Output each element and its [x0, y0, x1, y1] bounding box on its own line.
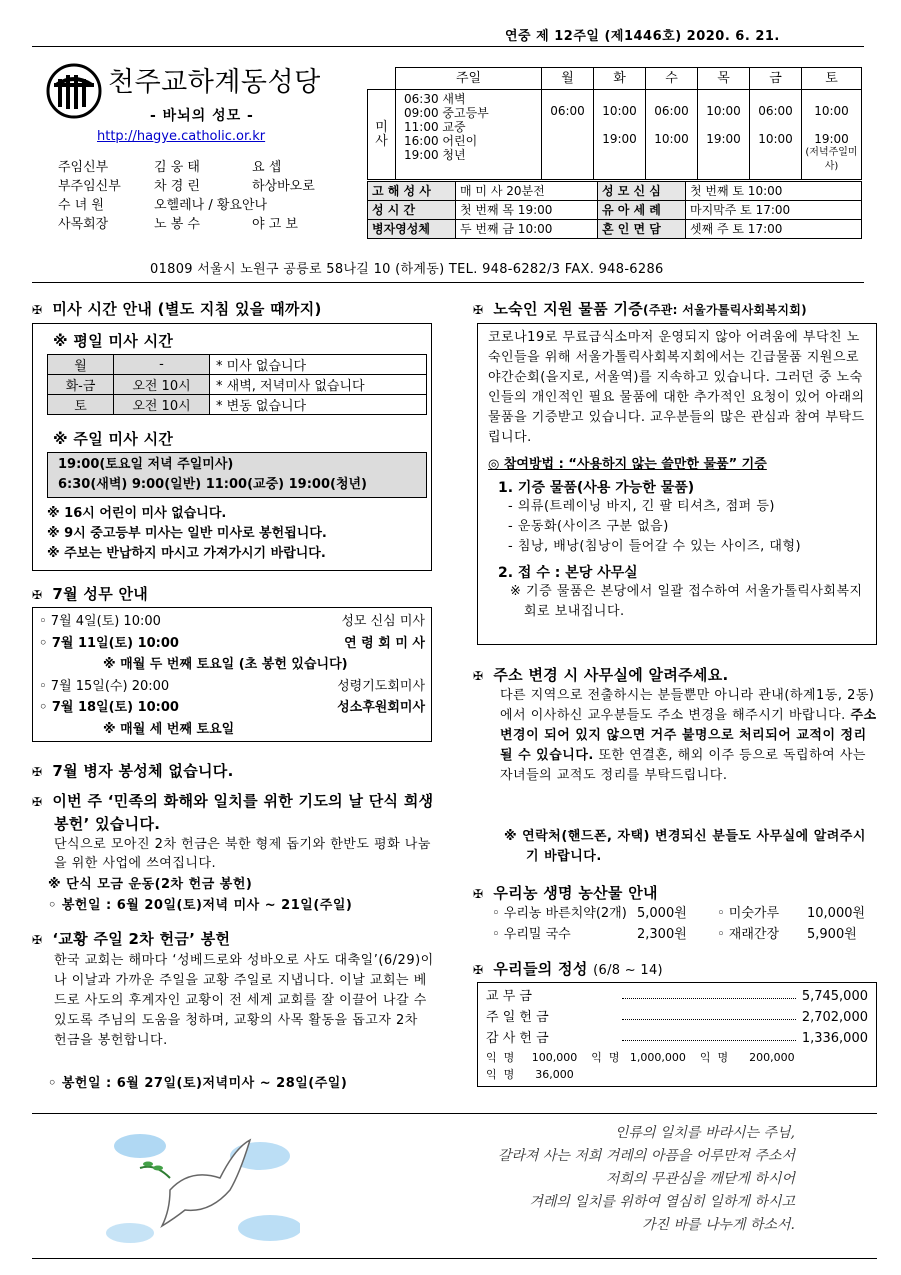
homeless-list-item: - 침낭, 배낭(침낭이 들어갈 수 있는 사이즈, 대형): [508, 539, 802, 554]
staff-saint: 야 고 보: [252, 217, 298, 232]
staff-person: 오헬레나 / 황요안나: [154, 198, 268, 213]
sunday-times: 06:30 새벽 09:00 중고등부 11:00 교중 16:00 어린이 19:00 청년: [396, 90, 542, 180]
prayer-line: 갈라져 사는 저희 겨레의 아픔을 어루만져 주소서: [497, 1148, 795, 1164]
offering-heading: [473, 958, 663, 979]
homeless-method: ◎ 참여방법 : “사용하지 않는 쓸만한 물품” 기증: [488, 457, 767, 472]
homeless-item-title: 1. 기증 물품(사용 가능한 물품): [498, 480, 695, 496]
prayer-line: 인류의 일치를 바라시는 주님,: [614, 1125, 795, 1141]
weekday-title: ※ 평일 미사 시간: [53, 332, 174, 350]
day-header: 주일: [396, 68, 542, 90]
heading-text: 주소 변경 시 사무실에 알려주세요.: [493, 666, 729, 684]
offering-period: (6/8 ~ 14): [593, 963, 663, 978]
cross-icon: ✠: [473, 669, 484, 683]
cross-icon: ✠: [473, 887, 484, 901]
july-event: 성모 신심 미사: [341, 614, 425, 629]
staff-role: 주임신부: [58, 160, 109, 175]
sched-value: 마지막주 토 17:00: [686, 201, 862, 220]
product-name: ◦ 재래간장: [717, 927, 780, 942]
reconciliation-body: 단식으로 모아진 2차 헌금은 북한 형제 돕기와 한반도 평화 나눔을 위한 사업에 쓰여집니다.: [54, 837, 431, 871]
thu-times: 10:00 19:00: [698, 90, 750, 180]
prayer-line: 저희의 무관심을 깨닫게 하시어: [605, 1171, 795, 1187]
product-price: 5,900원: [807, 927, 857, 942]
weekday-note: * 미사 없습니다: [210, 355, 427, 375]
july-event: 성소후원회미사: [337, 700, 425, 715]
july-heading: [32, 583, 148, 604]
staff-person: 차 경 린: [154, 179, 200, 194]
parish-logo: [46, 63, 102, 119]
farm-row: [492, 903, 865, 924]
homeless-body: 코로나19로 무료급식소마저 운영되지 않아 어려움에 부닥친 노숙인들을 위해 서울가톨릭사회복지회에서는 긴급물품 지원으로 야간순회(을지로, 서울역)를 지속하고 있습니다. 그러던 중 노숙인들의 개인적인 필요 물품에 대한 추가적인 요청이 있어 아래의 물품을 기증받고 있습니다. 교우분들의 많은 관심과 참여 부탁드립니다.: [488, 330, 865, 445]
mass-notice-box: [32, 323, 432, 571]
july-item: [39, 611, 425, 633]
offering-row: [486, 986, 868, 1007]
issue-line: 연중 제 12주일 (제1446호) 2020. 6. 21.: [505, 29, 780, 44]
body-bold-text: 주소 변경이 되어 있지 않으면 거주 불명으로 처리되어 교적이 정리될 수 있습니다.: [500, 708, 877, 763]
july-event: 성령기도회미사: [337, 678, 425, 694]
staff-person: 노 봉 수: [154, 217, 200, 232]
mass-schedule-table: [367, 67, 862, 180]
heading-text: 우리농 생명 농산물 안내: [493, 884, 658, 902]
sched-label: 성 시 간: [368, 201, 456, 220]
sunday-title: ※ 주일 미사 시간: [53, 430, 174, 448]
july-note: ※ 매월 세 번째 토요일: [103, 721, 235, 737]
heading-text: 이번 주 ‘민족의 화해와 일치를 위한 기도의 날 단식 희생 봉헌’ 있습니다.: [52, 792, 434, 833]
offering-amount: 5,745,000: [801, 989, 868, 1004]
cross-icon: ✠: [32, 933, 43, 947]
sched-label: 병자영성체: [368, 220, 456, 239]
weekday-row: [48, 355, 427, 375]
product-name: ◦ 미숫가루: [717, 906, 780, 921]
weekday-note: * 변동 없습니다: [210, 395, 427, 415]
note-line: ※ 주보는 반납하지 마시고 가져가시기 바랍니다.: [47, 546, 326, 561]
weekday-time: -: [114, 355, 210, 375]
sched-value: 두 번째 금 10:00: [456, 220, 598, 239]
homeless-list-item: - 의류(트레이닝 바지, 긴 팔 티셔츠, 점퍼 등): [508, 499, 775, 514]
wed-times: 06:00 10:00: [646, 90, 698, 180]
july-event: 연 령 회 미 사: [344, 635, 425, 651]
homeless-list: [488, 497, 866, 557]
offering-row: [486, 1028, 868, 1049]
divider: [32, 1258, 877, 1259]
july-date: ◦ 7월 11일(토) 10:00: [39, 635, 179, 651]
day-header: 화: [594, 68, 646, 90]
prayer-block: [370, 1122, 795, 1237]
mass-notes: [47, 504, 327, 564]
product-name: ◦ 우리밀 국수: [492, 927, 571, 942]
pope-body: 한국 교회는 해마다 ‘성베드로와 성바오로 사도 대축일’(6/29)이나 이날과 가까운 주일을 교황 주일로 지냅니다. 이날 교회는 베드로 사도의 후계자인 교황이 전 세계 교회를 잘 이끌어 나갈 수 있도록 주님의 도움을 청하며, 교황의 사목 활동을 돕고자 2차 헌금을 봉헌합니다.: [54, 953, 434, 1048]
sat-note: (저녁주일미사): [805, 147, 858, 172]
weekday-time: 오전 10시: [114, 395, 210, 415]
dove-icon: [100, 1118, 300, 1248]
divider: [32, 282, 864, 283]
sunday-line: 6:30(새벽) 9:00(일반) 11:00(교중) 19:00(청년): [58, 477, 368, 492]
sched-row: [368, 220, 862, 239]
weekday-day: 화-금: [48, 375, 114, 395]
homeless-list-item: - 운동화(사이즈 구분 없음): [508, 519, 669, 534]
product-price: 2,300원: [637, 927, 687, 942]
weekday-row: [48, 395, 427, 415]
weekday-table: [47, 354, 427, 415]
july-item: [39, 633, 425, 655]
july-date: ◦ 7월 4일(토) 10:00: [39, 614, 161, 629]
patron-subtitle: - 바뇌의 성모 -: [150, 108, 254, 124]
address-change-body: [500, 686, 878, 786]
sched-label: 혼 인 면 담: [598, 220, 686, 239]
cross-icon: ✠: [473, 303, 484, 317]
july-note: ※ 매월 두 번째 토요일 (초 봉헌 있습니다): [103, 657, 348, 672]
staff-saint: 요 셉: [252, 160, 282, 175]
address-change-heading: [473, 664, 729, 685]
heading-text: 7월 성무 안내: [52, 585, 149, 603]
july-item: [39, 676, 425, 698]
sacrament-schedule: [367, 181, 862, 239]
reconciliation-date: ◦ 봉헌일 : 6월 20일(토)저녁 미사 ~ 21일(주일): [48, 898, 353, 913]
cross-icon: ✠: [32, 795, 43, 809]
mass-side-label: 미 사: [368, 90, 396, 180]
prayer-line: 겨레의 일치를 위하여 열심히 일하게 하시고: [529, 1194, 795, 1210]
farm-products: [492, 903, 865, 945]
staff-list: [58, 158, 340, 234]
pope-date: ◦ 봉헌일 : 6월 27일(토)저녁미사 ~ 28일(주일): [48, 1076, 348, 1091]
staff-row: [58, 177, 340, 196]
body-text: 다른 지역으로 전출하시는 분들뿐만 아니라 관내(하계1동, 2동)에서 이사하신 교우분들도 주소 변경을 해주시기 바랍니다.: [500, 688, 875, 723]
day-header: 토: [802, 68, 862, 90]
day-header: 수: [646, 68, 698, 90]
sched-label: 성 모 신 심: [598, 182, 686, 201]
farm-row: [492, 924, 865, 945]
pope-heading: [32, 928, 230, 949]
cross-icon: ✠: [473, 963, 484, 977]
july-date: ◦ 7월 15일(수) 20:00: [39, 678, 170, 694]
parish-name: 천주교하계동성당: [108, 67, 321, 98]
sat-time-values: 10:00 19:00: [814, 104, 849, 146]
heading-text: ‘교황 주일 2차 헌금’ 봉헌: [52, 930, 231, 948]
anonymous-offerings: 익 명 100,000 익 명 1,000,000 익 명 200,000: [486, 1051, 795, 1064]
day-header: 목: [698, 68, 750, 90]
offering-label: 주 일 헌 금: [486, 1010, 549, 1025]
day-header: 금: [750, 68, 802, 90]
sunday-times-box: [47, 452, 427, 498]
heading-text: 노숙인 지원 물품 기증: [493, 300, 644, 318]
farm-heading: [473, 882, 658, 903]
homeless-note: ※ 기증 물품은 본당에서 일괄 접수하여 서울가톨릭사회복지회로 보내집니다.: [510, 584, 863, 619]
product-price: 5,000원: [637, 906, 687, 921]
offering-amount: 1,336,000: [801, 1031, 868, 1046]
sched-label: 고 해 성 사: [368, 182, 456, 201]
sched-row: [368, 182, 862, 201]
offering-label: 교 무 금: [486, 989, 532, 1004]
body-text: 또한 연결혼, 해외 이주 등으로 독립하여 사는 자녀들의 교적도 정리를 부탁드립니다.: [500, 748, 866, 783]
fri-times: 06:00 10:00: [750, 90, 802, 180]
product-name: ◦ 우리농 바른치약(2개): [492, 906, 627, 921]
note-line: ※ 16시 어린이 미사 없습니다.: [47, 506, 227, 521]
offering-box: [477, 982, 877, 1087]
heading-text: 우리들의 정성: [493, 960, 588, 978]
july-date: ◦ 7월 18일(토) 10:00: [39, 700, 179, 715]
staff-person: 김 웅 태: [154, 160, 200, 175]
cross-icon: ✠: [32, 303, 43, 317]
offering-row: [486, 1007, 868, 1028]
staff-role: 사목회장: [58, 217, 109, 232]
host-text: (주관: 서울가톨릭사회복지회): [643, 303, 807, 317]
homeless-item-title: 2. 접 수 : 본당 사무실: [498, 565, 638, 581]
divider: [32, 46, 864, 47]
sched-value: 첫 번째 토 10:00: [686, 182, 862, 201]
july-item: [39, 697, 425, 719]
prayer-line: 가진 바를 나누게 하소서.: [641, 1217, 795, 1233]
sched-label: 유 아 세 례: [598, 201, 686, 220]
parish-address: 01809 서울시 노원구 공릉로 58나길 10 (하계동) TEL. 948-6282/3 FAX. 948-6286: [150, 262, 664, 277]
address-change-note: ※ 연락처(핸드폰, 자택) 변경되신 분들도 사무실에 알려주시기 바랍니다.: [504, 829, 866, 864]
heading-text: 7월 병자 봉성체 없습니다.: [52, 762, 234, 780]
reconciliation-sub: ※ 단식 모금 운동(2차 헌금 봉헌): [48, 877, 253, 892]
day-header: 월: [542, 68, 594, 90]
sunday-line: 19:00(토요일 저녁 주일미사): [58, 457, 234, 472]
divider: [32, 1113, 877, 1114]
sched-value: 첫 번째 목 19:00: [456, 201, 598, 220]
note-line: ※ 9시 중고등부 미사는 일반 미사로 봉헌됩니다.: [47, 526, 327, 541]
sick-heading: [32, 760, 234, 781]
staff-row: [58, 215, 340, 234]
homeless-heading: [473, 298, 807, 319]
sched-value: 매 미 사 20분전: [456, 182, 598, 201]
weekday-time: 오전 10시: [114, 375, 210, 395]
july-box: [32, 607, 432, 742]
weekday-note: * 새벽, 저녁미사 없습니다: [210, 375, 427, 395]
cross-icon: ✠: [32, 765, 43, 779]
sched-value: 셋째 주 토 17:00: [686, 220, 862, 239]
mon-times: 06:00: [542, 90, 594, 180]
staff-saint: 하상바오로: [252, 179, 315, 194]
weekday-day: 월: [48, 355, 114, 375]
weekday-row: [48, 375, 427, 395]
tue-times: 10:00 19:00: [594, 90, 646, 180]
reconciliation-heading: [32, 790, 437, 835]
parish-url-link[interactable]: http://hagye.catholic.or.kr: [97, 129, 266, 144]
anonymous-offerings: 익 명 36,000: [486, 1068, 574, 1081]
homeless-box: [477, 323, 877, 645]
offering-label: 감 사 헌 금: [486, 1031, 549, 1046]
product-price: 10,000원: [807, 906, 866, 921]
mass-notice-heading: [32, 298, 322, 319]
heading-text: 미사 시간 안내 (별도 지침 있을 때까지): [52, 300, 322, 318]
staff-row: [58, 158, 340, 177]
sat-times: [802, 90, 862, 180]
sched-row: [368, 201, 862, 220]
weekday-day: 토: [48, 395, 114, 415]
cross-icon: ✠: [32, 588, 43, 602]
staff-row: [58, 196, 340, 215]
staff-role: 부주임신부: [58, 179, 121, 194]
offering-amount: 2,702,000: [801, 1010, 868, 1025]
staff-role: 수 녀 원: [58, 198, 104, 213]
